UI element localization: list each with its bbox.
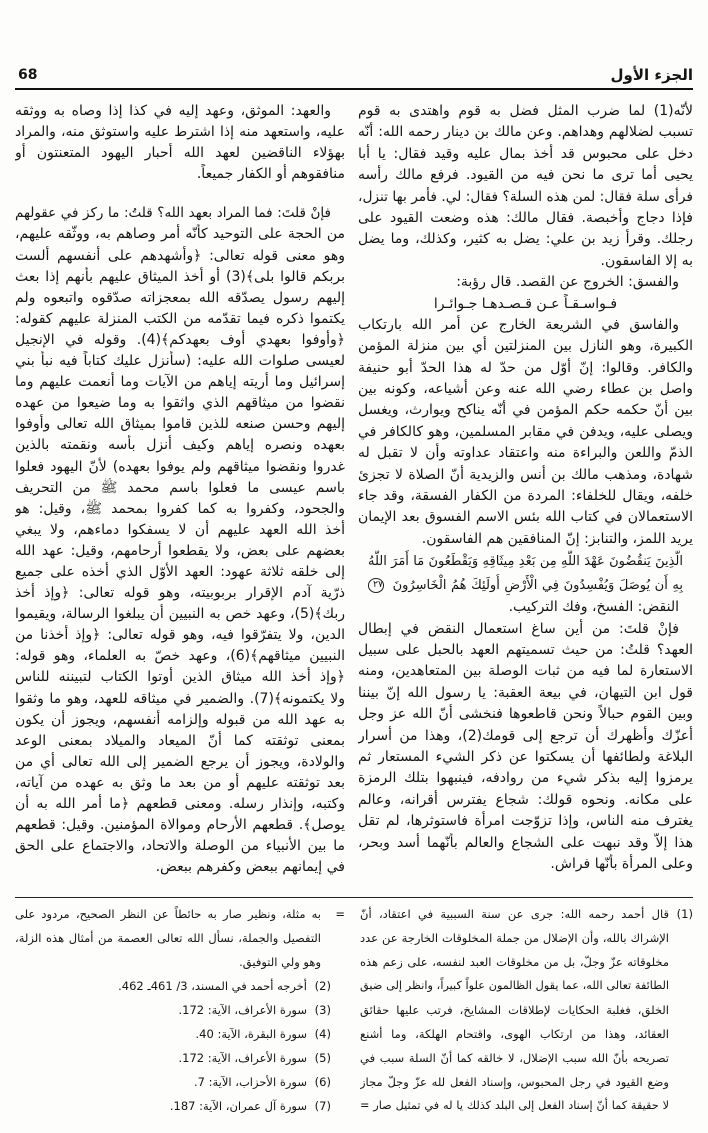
footnote-row	[360, 926, 693, 950]
footnote-row	[360, 998, 693, 1022]
footnote-line: الإشراك بالله، وأن الإضلال من جملة المخلوقات الخارجة عن عدد	[360, 931, 669, 945]
text-line: بعضهم على بعض، ولا يقطعوا أرحامهم، وقيل: عهد الله	[15, 542, 345, 559]
text-line: باسم عيسى ما فعلوا باسم محمد ﷺ من التحريف	[15, 479, 345, 496]
text-line: النقض: الفسخ، وفك التركيب.	[508, 599, 679, 616]
text-line: يكتموا ذكره فيما تقدّمه من الكتب المنزلة عليهم كقوله:	[15, 310, 345, 327]
text-line: على مكانه. ونحوه قولك: شجاع يفترس أقرانه، وعالم	[358, 791, 693, 808]
footnote-number: (1)	[676, 907, 693, 921]
text-line: لعيسى صلوات الله عليه: (سأنزل عليك كتاباً فيه نبأ بني	[15, 353, 345, 370]
footnote-line: وهو ولي التوفيق.	[239, 955, 321, 969]
text-line: به إلا الفاسقون.	[600, 252, 693, 269]
text-line: قول ابن التيهان، في بيعة العقبة: يا رسول الله إنّ بيننا	[358, 684, 693, 701]
text-line: وعلى المرأة بأنّها فراش.	[550, 855, 693, 872]
text-line: ولا يكتمونه﴾(7). والضمير في ميثاقه للعهد، وهو ما وثقوا	[15, 690, 345, 707]
text-line: أعزّك وأظهرك أن ترجع إلى قومك(2)، وهذا من أسرار	[358, 727, 693, 744]
right-text-column	[358, 101, 693, 875]
text-line: وبين القوم حبالاً ونحن قاطعوها فنخشى أنّ الله عز وجل	[358, 706, 693, 723]
footnote-row	[15, 1022, 345, 1046]
text-line: بهؤلاء الناقضين لعهد الله أحبار اليهود المتعنتون أو	[15, 145, 345, 162]
text-line: بعد توثقته عليهم أو من بعد ما وثق به عهده من آياته،	[15, 774, 345, 791]
footnote-number: (7)	[314, 1099, 331, 1113]
footnote-line: سورة آل عمران، الآية: 187.	[169, 1099, 307, 1113]
text-line: الذمّ واللعن والبراءة منه واعتقاد عداوته وأن لا تقبل له	[358, 445, 693, 462]
footnote-line: سورة البقرة، الآية: 40.	[195, 1027, 307, 1041]
footnote-row	[360, 902, 693, 926]
text-line: أخذ الله العهد عليهم أن لا يسفكوا دماءهم، ولا يبغي	[15, 521, 345, 538]
text-line: منافقوهم أو الكفار جميعاً.	[196, 166, 345, 183]
text-line: العهد؟ قلتُ: من حيث تسميتهم العهد بالحبل على سبيل	[358, 641, 693, 658]
footnote-number: (4)	[314, 1027, 331, 1041]
footnote-number-slot	[669, 950, 693, 974]
left-text-column	[15, 101, 345, 878]
text-line: وكتبه، وإنذار رسله. ومعنى قطعهم ﴿ما أمر الله به أن	[15, 796, 345, 812]
footnote-line: التفصيل والجملة، نسأل الله تعالى العصمة من أمثال هذه الزلة،	[15, 931, 321, 945]
text-line: به عهد الله من قبوله وإلزامه أنفسهم، ويجوز أن يكون	[15, 711, 345, 728]
text-line: عليه، واستعهد منه إذا اشترط عليه واستوثق منه، والمراد	[15, 124, 345, 141]
footnote-row	[15, 950, 345, 974]
text-line: البلاغة ولطائفها أن يسكتوا عن ذكر الشيء المستعار ثم	[358, 748, 693, 765]
footnote-line: الطائفة تعالى الله، عما يقول الظالمون علواً كبيراً، وانظر إلى ضيق	[360, 979, 669, 992]
footnote-line: العقائد، وهذا من ارتكاب الهوى، واقتحام الهلكة، وما أشنع	[360, 1027, 669, 1041]
text-line: شهادة، ومذهب مالك بن أنس والزيدية أنّ الصلاة لا تجزئ	[358, 466, 693, 483]
continuation-marker: =	[335, 907, 345, 921]
text-line: نقضوا من ميثاقهم الذي واثقوا به وما ضيعوا من عهده	[15, 395, 345, 412]
ayah-number-marker: ٢٧	[368, 578, 384, 593]
text-line: والولادة، ويجوز أن يرجع الضمير إلى الله تعالى أي من	[15, 753, 345, 770]
text-line: فإنْ قلتَ: من أين ساغ استعمال النقض في إبطال	[358, 620, 679, 637]
text-line: بين أنّ حكمه حكم المؤمن في أنّه يناكح ويوارث، ويغسل	[358, 402, 693, 419]
text-line: يرمزوا إليه بذكر شيء من روادفه، فينبهوا بتلك الرمزة	[358, 770, 693, 787]
footnote-row	[15, 974, 345, 998]
footnotes-left	[15, 902, 345, 1118]
footnote-number: (3)	[314, 1003, 331, 1017]
text-line: يريد اللمز، والتنابز: إنّ المنافقين هم الفاسقون.	[421, 530, 693, 547]
footnote-line: سورة الأعراف، الآية: 172.	[178, 1051, 307, 1065]
text-line: بربكم قالوا بلى﴾(3) أو أخذ الميثاق عليهم بأنهم إذا بعث	[15, 268, 345, 285]
footnote-row	[360, 1022, 693, 1046]
text-line: وهو معنى قوله تعالى: ﴿وأشهدهم على أنفسهم ألست	[15, 247, 345, 264]
text-line: النبيين ميثاقهم﴾(6)، وعهد خصّ به العلماء، وهو قوله:	[15, 648, 345, 665]
footnote-number-slot	[669, 926, 693, 950]
text-line: يوصل﴾. قطعهم الأرحام وموالاة المؤمنين. وقيل: قطعهم	[15, 817, 345, 834]
text-line: يحيى أما ترى ما نحن فيه من القيود. فرفع مالك رأسه	[358, 167, 693, 184]
text-line: من الحجة على التوحيد كأنّه أمر وصاهم به، ووثّقه عليهم،	[15, 226, 345, 243]
text-line: دخل على محبوس قد أخذ بمال عليه وقيد فقال: يا أبا	[358, 145, 693, 162]
text-line: الاستعارة لما فيه من ثبات الوصلة بين المتعاهدين، ومنه	[358, 663, 693, 680]
text-line: فرأى سلة فقال: لمن هذه السلة؟ فقال: لي. فأمر بها تنزل،	[358, 188, 693, 205]
footnote-number-slot	[321, 926, 345, 950]
footnote-line: تصريحه بأنّ الله سبب الإضلال، لا خالقه كما أنّ السلة سبب في	[360, 1051, 669, 1065]
footnote-number-slot	[321, 950, 345, 974]
footnote-number-slot	[669, 998, 693, 1022]
footnote-line: مخلوقاته عزّ وجلّ، بل من مخلوقات العبد لنفسه، على زعم هذه	[360, 955, 669, 969]
footnote-line: وضع القيود في رجل المحبوس، وإسناد الفعل لله عزّ وجلّ مجاز	[360, 1075, 669, 1089]
paragraph-spacer	[15, 185, 345, 203]
part-title: الجزء الأول	[610, 66, 693, 84]
text-line: ﴿وإذ أخذ الله ميثاق الذين أوتوا الكتاب لتبيننه للناس	[15, 669, 345, 686]
text-line: ﴿وأوفوا بعهدي أوف بعهدكم﴾(4). وقوله في الإنجيل	[15, 331, 345, 348]
text-line: والفاسق في الشريعة الخارج عن أمر الله بارتكاب	[358, 316, 679, 333]
text-line: فإنْ قلتَ: فما المراد بعهد الله؟ قلتُ: ما ركز في عقولهم	[15, 205, 331, 222]
text-line: هذا إلاّ وقد نبهت على الشجاع والعالم بأنّهما أسد وبحر،	[358, 834, 693, 851]
text-line: والكافر. وقالوا: إنّ أوّل من حدّ له هذا الحدّ أبو حنيفة	[358, 359, 693, 376]
footnote-separator	[15, 897, 693, 898]
text-line: الدين، ولا يتفرّقوا فيه، وهو قوله تعالى: ﴿وإذ أخذنا من	[15, 627, 345, 644]
text-line: رجلك. وقرأ زيد بن علي: يضل به كثير، وكذلك، وما يضل	[358, 231, 693, 248]
text-line: يغترف منه الناس، وإذا تزوّجت امرأة فاستوثرها، لم تقل	[358, 813, 693, 830]
footnote-row	[360, 974, 693, 998]
footnote-row	[15, 1046, 345, 1070]
quran-verse-line: الَّذِينَ يَنقُضُونَ عَهْدَ اللَّهِ مِن بَعْدِ مِيثَاقِهِ وَيَقْطَعُونَ مَا أَمَرَ اللَّهُ	[368, 554, 683, 570]
text-line: والعهد: الموثق، وعهد إليه في كذا إذا وصاه به ووثقه	[15, 103, 331, 119]
footnote-line: سورة الأحزاب، الآية: 7.	[193, 1075, 307, 1089]
footnote-number-slot	[669, 1022, 693, 1046]
text-line: والفسق: الخروج عن القصد. قال رؤبة:	[456, 274, 679, 291]
page-number: 68	[18, 67, 38, 83]
footnote-row	[15, 902, 345, 926]
text-line: واصل بن عطاء رضي الله عنه وعن أشياعه، وكونه بين	[358, 381, 693, 398]
footnote-row	[360, 950, 693, 974]
text-line: الاستعمالان في كتاب الله بئس الاسم الفسوق بعد الإيمان	[358, 509, 693, 526]
text-line: بعهده ونصره إياهم وكيف أنزل بأسه ونقمته بالذين	[15, 437, 345, 454]
footnote-row	[15, 1094, 345, 1118]
text-line: الكبيرة، وهو النازل بين المنزلتين أي بين منزلة المؤمن	[358, 338, 693, 355]
text-line: ويصلى عليه، ويدفن في مقابر المسلمين، وهو كالكافر في	[358, 423, 693, 440]
text-line: إسرائيل وما أريته إياهم من الآيات وما أنعمت عليهم وما	[15, 374, 345, 391]
footnote-row	[360, 1094, 693, 1118]
text-line: فإذا دجاج وأخبصة. فقال مالك: هذه وضعت القيود على	[358, 209, 693, 226]
text-line: ما بين الأنبياء من الوصلة والاتحاد، والاجتماع على الحق	[15, 838, 345, 855]
footnote-row	[15, 926, 345, 950]
text-line: ربك﴾(5)، وعهد خص به النبيين أن يبلغوا الرسالة، ويقيموا	[15, 606, 345, 623]
footnote-line: قال أحمد رحمه الله: جرى عن سنة السببية في اعتقاد، أنّ	[360, 907, 669, 921]
text-line: بمعنى توثقته كما أنّ الميعاد والميلاد بمعنى الوعد	[15, 732, 345, 749]
footnote-line: لا حقيقة كما أنّ إسناد الفعل إلى البلد كذلك يا له في تمثيل صار =	[360, 1099, 669, 1112]
quran-verse-text: بِهِ أَن يُوصَلَ وَيُفْسِدُونَ فِي الْأَرْضِ أُولَئِكَ هُمُ الْخَاسِرُونَ	[392, 577, 683, 593]
footnote-number: (2)	[314, 979, 331, 993]
poetry-verse-line: فـواسـقـاً عـن قـصـدهـا جـوائـرا	[433, 295, 618, 312]
footnote-line: به مثلة، ونظير صار به حائطاً عن النظر الصحيح، مردود على	[15, 907, 321, 921]
text-line: تسبب لضلالهم وهداهم. وعن مالك بن دينار رحمه الله: أنّه	[358, 124, 693, 141]
text-line: ذرّية آدم الإقرار بربوبيته، وهو قوله تعالى: ﴿وإذ أخذ	[15, 585, 345, 602]
footnote-number-slot	[669, 1094, 693, 1118]
quran-verse-line	[358, 574, 693, 598]
footnote-row	[360, 1070, 693, 1094]
footnote-number: (6)	[314, 1075, 331, 1089]
text-line: إليهم وحسن صنعه للذين قاموا بميثاق الله تعالى وأوفوا	[15, 416, 345, 433]
text-line: غدروا ونقضوا ميثاقهم ولم يوفوا بعهده) لأنّ اليهود فعلوا	[15, 458, 345, 475]
footnote-row	[15, 1070, 345, 1094]
text-line: في إيمانهم ببعض وكفرهم ببعض.	[155, 859, 345, 876]
footnote-number: (5)	[314, 1051, 331, 1065]
running-header	[15, 63, 693, 90]
text-line: خلفه، ويقال للخلفاء: المردة من الكفار الفسقة، وقد جاء	[358, 488, 693, 505]
footnote-line: سورة الأعراف، الآية: 172.	[178, 1003, 307, 1017]
footnote-number-slot	[669, 1046, 693, 1070]
text-line: إليهم رسول يصدّقه الله بمعجزاته صدّقوه واتبعوه ولم	[15, 289, 345, 306]
text-line: إلى خلقه ثلاثة عهود: العهد الأوّل الذي أخذه على جميع	[15, 563, 345, 580]
footnote-number-slot	[669, 1070, 693, 1094]
text-line: والجحود، وكفروا به كما كفروا بمحمد ﷺ، وقيل: هو	[15, 500, 345, 517]
footnote-line: أخرجه أحمد في المسند، 3/ 461ـ 462.	[118, 979, 307, 993]
text-line: لأنّه(1) لما ضرب المثل فضل به قوم واهتدى به قوم	[358, 103, 693, 119]
footnote-row	[15, 998, 345, 1022]
footnotes-right	[360, 902, 693, 1118]
footnote-number-slot	[669, 974, 693, 998]
footnote-row	[360, 1046, 693, 1070]
footnote-line: الخلق، فغلبة الحكايات لإطلاقات المشايخ، فرتب عليها حقائق	[360, 1003, 669, 1017]
